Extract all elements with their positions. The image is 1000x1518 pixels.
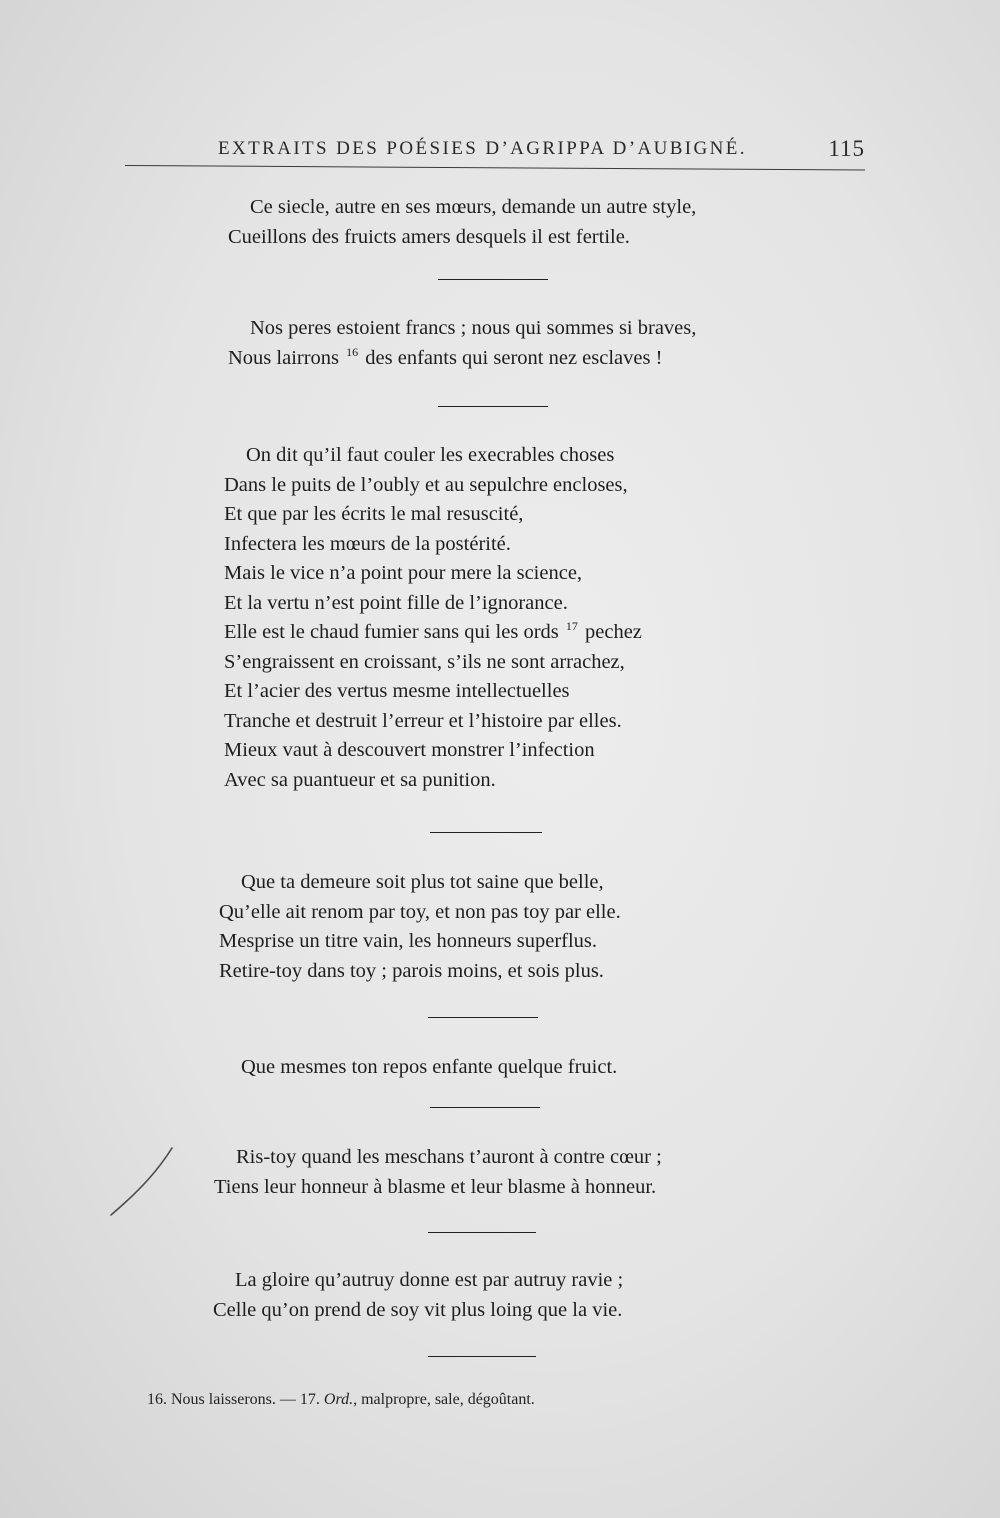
footnote-17-text: malpropre, sale, dégoûtant. — [361, 1391, 535, 1408]
verse-line — [224, 618, 642, 648]
section-separator — [438, 406, 548, 407]
verse-line: Ris-toy quand les meschans t’auront à contre cœur ; — [236, 1146, 662, 1168]
stanza-3 — [224, 441, 642, 795]
verse-line: Mieux vaut à descouvert monstrer l’infection — [224, 739, 595, 761]
verse-line: Qu’elle ait renom par toy, et non pas toy par elle. — [219, 900, 621, 923]
verse-line — [228, 344, 696, 374]
verse-line: Infectera les mœurs de la postérité. — [224, 532, 511, 555]
verse-line-prefix: Elle est le chaud fumier sans qui les ords — [224, 621, 559, 643]
verse-line-rest: des enfants qui seront nez esclaves ! — [365, 346, 663, 369]
stanza-1 — [228, 193, 697, 252]
verse-line: S’engraissent en croissant, s’ils ne sont arrachez, — [224, 650, 625, 673]
stanza-7 — [213, 1266, 623, 1325]
footnote-ref-17: 17 — [565, 619, 578, 633]
section-separator — [428, 1017, 538, 1018]
section-separator — [430, 832, 542, 833]
stanza-2 — [228, 314, 697, 373]
footnote-ref-16: 16 — [346, 344, 359, 359]
verse-line: Que ta demeure soit plus tot saine que belle, — [241, 871, 604, 893]
verse-line-rest: pechez — [585, 621, 642, 643]
footnote-17-term: Ord., — [323, 1391, 358, 1408]
verse-line: Avec sa puantueur et sa punition. — [224, 768, 496, 791]
stanza-5 — [241, 1053, 617, 1083]
verse-line: On dit qu’il faut couler les execrables choses — [246, 444, 615, 466]
verse-line-prefix: Nous lairrons — [228, 346, 340, 369]
verse-line: Et l’acier des vertus mesme intellectuelles — [224, 680, 570, 702]
verse-line: Et la vertu n’est point fille de l’ignorance. — [224, 591, 568, 614]
running-head — [125, 136, 865, 166]
verse-line: Celle qu’on prend de soy vit plus loing que la vie. — [213, 1298, 623, 1321]
verse-line: Et que par les écrits le mal resuscité, — [224, 503, 524, 525]
section-separator — [430, 1107, 540, 1108]
verse-line: Que mesmes ton repos enfante quelque fruict. — [241, 1056, 618, 1078]
section-separator — [428, 1356, 536, 1357]
page-number: 115 — [828, 136, 865, 161]
footnote-dash: — — [279, 1391, 296, 1408]
verse-line: Tiens leur honneur à blasme et leur blasme à honneur. — [214, 1175, 657, 1198]
verse-line: Mais le vice n’a point pour mere la science, — [224, 562, 583, 584]
verse-line: La gloire qu’autruy donne est par autruy ravie ; — [235, 1269, 624, 1291]
pencil-mark-icon — [108, 1145, 178, 1220]
footnote-16-number: 16. — [147, 1391, 167, 1408]
verse-line: Mesprise un titre vain, les honneurs superflus. — [219, 930, 598, 952]
verse-line: Nos peres estoient francs ; nous qui sommes si braves, — [250, 317, 697, 339]
footnote-16-text: Nous laisserons. — [171, 1391, 276, 1408]
footnotes — [147, 1391, 535, 1409]
section-separator — [438, 279, 548, 280]
verse-line: Ce siecle, autre en ses mœurs, demande un autre style, — [250, 196, 697, 218]
stanza-6 — [214, 1143, 662, 1202]
verse-line: Tranche et destruit l’erreur et l’histoire par elles. — [224, 709, 622, 732]
footnote-17-number: 17. — [299, 1391, 320, 1408]
section-separator — [428, 1232, 536, 1233]
verse-line: Dans le puits de l’oubly et au sepulchre encloses, — [224, 473, 628, 496]
stanza-4 — [219, 868, 621, 986]
running-title: EXTRAITS DES POÉSIES D’AGRIPPA D’AUBIGNÉ. — [218, 138, 747, 159]
verse-line: Cueillons des fruicts amers desquels il est fertile. — [228, 225, 630, 248]
verse-line: Retire-toy dans toy ; parois moins, et sois plus. — [219, 959, 604, 982]
